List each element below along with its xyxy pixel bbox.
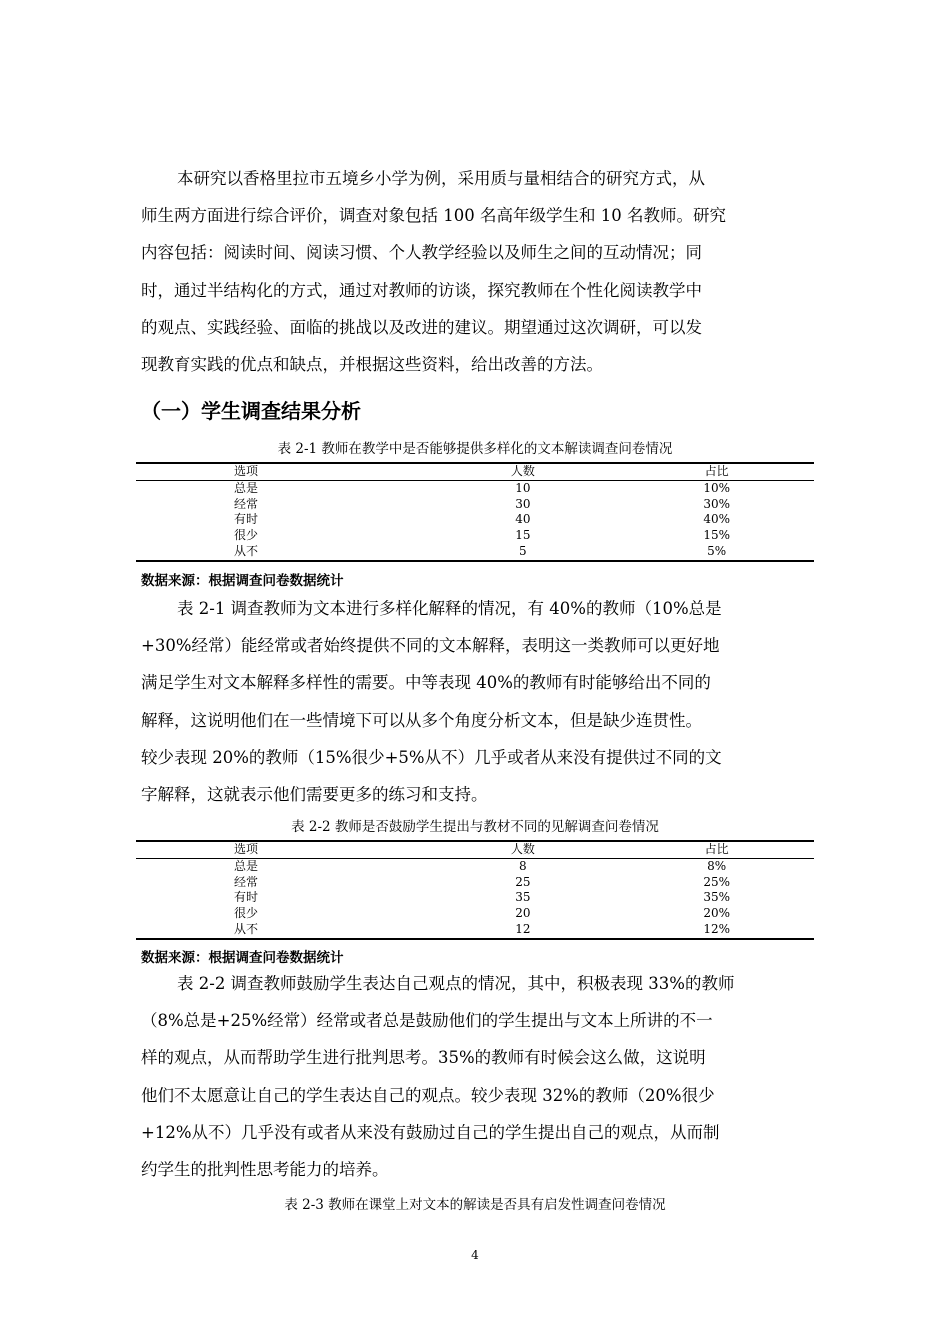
- table-row: [136, 528, 814, 544]
- table1-source-note: 数据来源：根据调查问卷数据统计: [141, 573, 344, 589]
- column-header-option: 选项: [136, 841, 426, 858]
- cell-percent: 30%: [703, 496, 730, 511]
- table-header-row: [136, 463, 814, 480]
- cell-option: 有时: [234, 890, 259, 905]
- analysis1-paragraph: [141, 590, 809, 813]
- cell-percent: 15%: [703, 528, 730, 543]
- cell-option: 很少: [234, 906, 259, 921]
- table2-caption: 表 2-2 教师是否鼓励学生提出与教材不同的见解调查问卷情况: [291, 819, 659, 835]
- cell-percent: 25%: [703, 874, 730, 889]
- cell-percent: 5%: [619, 544, 814, 561]
- cell-option: 很少: [234, 528, 259, 543]
- cell-option: 总是: [234, 480, 259, 495]
- intro-line: 现教育实践的优点和缺点，并根据这些资料，给出改善的方法。: [141, 355, 603, 375]
- table2: [136, 840, 814, 940]
- cell-count: 20: [515, 906, 531, 921]
- table1-caption: 表 2-1 教师在教学中是否能够提供多样化的文本解读调查问卷情况: [277, 441, 673, 457]
- analysis2-paragraph: [141, 965, 809, 1188]
- table-row: [136, 875, 814, 891]
- analysis1-line: 解释，这说明他们在一些情境下可以从多个角度分析文本，但是缺少连贯性。: [141, 710, 702, 730]
- column-header-percent: 占比: [619, 841, 814, 858]
- table-row: [136, 890, 814, 906]
- cell-count: 35: [515, 890, 531, 905]
- cell-percent: 12%: [619, 922, 814, 939]
- analysis1-line: 较少表现 20%的教师（15%很少+5%从不）几乎或者从来没有提供过不同的文: [141, 747, 722, 767]
- cell-percent: 10%: [703, 480, 730, 495]
- column-header-percent: 占比: [619, 463, 814, 480]
- intro-line: 内容包括：阅读时间、阅读习惯、个人教学经验以及师生之间的互动情况；同: [141, 243, 702, 263]
- table2-source-note: 数据来源：根据调查问卷数据统计: [141, 950, 344, 966]
- cell-percent: 35%: [703, 890, 730, 905]
- cell-percent: 20%: [703, 906, 730, 921]
- cell-count: 30: [515, 496, 531, 511]
- table3-caption: 表 2-3 教师在课堂上对文本的解读是否具有启发性调查问卷情况: [284, 1197, 666, 1213]
- table-row: [136, 906, 814, 922]
- table-row: [136, 497, 814, 513]
- cell-count: 15: [515, 528, 531, 543]
- cell-count: 25: [515, 874, 531, 889]
- intro-line: 时，通过半结构化的方式，通过对教师的访谈，探究教师在个性化阅读教学中: [141, 280, 702, 300]
- table-row: [136, 480, 814, 496]
- cell-option: 经常: [234, 874, 259, 889]
- analysis2-line: 他们不太愿意让自己的学生表达自己的观点。较少表现 32%的教师（20%很少: [141, 1085, 715, 1105]
- intro-line: 本研究以香格里拉市五境乡小学为例，采用质与量相结合的研究方式，从: [177, 169, 705, 188]
- intro-paragraph: [141, 160, 809, 383]
- analysis2-line: 表 2-2 调查教师鼓励学生表达自己观点的情况，其中，积极表现 33%的教师: [177, 974, 735, 993]
- section-heading: （一）学生调查结果分析: [141, 399, 361, 423]
- analysis1-line: 表 2-1 调查教师为文本进行多样化解释的情况，有 40%的教师（10%总是: [177, 599, 722, 618]
- cell-option: 从不: [136, 922, 426, 939]
- cell-count: 8: [519, 858, 527, 873]
- cell-count: 5: [426, 544, 619, 561]
- intro-line: 师生两方面进行综合评价，调查对象包括 100 名高年级学生和 10 名教师。研究: [141, 206, 726, 226]
- cell-option: 经常: [234, 496, 259, 511]
- cell-option: 从不: [136, 544, 426, 561]
- analysis2-line: 约学生的批判性思考能力的培养。: [141, 1160, 389, 1180]
- analysis1-line: +30%经常）能经常或者始终提供不同的文本解释，表明这一类教师可以更好地: [141, 636, 720, 656]
- table1: [136, 462, 814, 562]
- cell-option: 有时: [234, 512, 259, 527]
- table-row: [136, 544, 814, 561]
- analysis2-line: +12%从不）几乎没有或者从来没有鼓励过自己的学生提出自己的观点，从而制: [141, 1122, 720, 1142]
- cell-percent: 40%: [703, 512, 730, 527]
- column-header-option: 选项: [136, 463, 426, 480]
- intro-line: 的观点、实践经验、面临的挑战以及改进的建议。期望通过这次调研，可以发: [141, 317, 702, 337]
- analysis1-line: 满足学生对文本解释多样性的需要。中等表现 40%的教师有时能够给出不同的: [141, 673, 711, 693]
- column-header-count: 人数: [426, 841, 619, 858]
- analysis2-line: 样的观点，从而帮助学生进行批判思考。35%的教师有时候会这么做，这说明: [141, 1048, 706, 1068]
- table-header-row: [136, 841, 814, 858]
- table-row: [136, 512, 814, 528]
- table-row: [136, 858, 814, 874]
- cell-count: 40: [515, 512, 531, 527]
- table-row: [136, 922, 814, 939]
- page-number: 4: [471, 1248, 479, 1262]
- column-header-count: 人数: [426, 463, 619, 480]
- analysis2-line: （8%总是+25%经常）经常或者总是鼓励他们的学生提出与文本上所讲的不一: [141, 1011, 713, 1031]
- cell-option: 总是: [234, 858, 259, 873]
- cell-count: 10: [515, 480, 531, 495]
- cell-percent: 8%: [707, 858, 727, 873]
- cell-count: 12: [426, 922, 619, 939]
- analysis1-line: 字解释，这就表示他们需要更多的练习和支持。: [141, 785, 488, 805]
